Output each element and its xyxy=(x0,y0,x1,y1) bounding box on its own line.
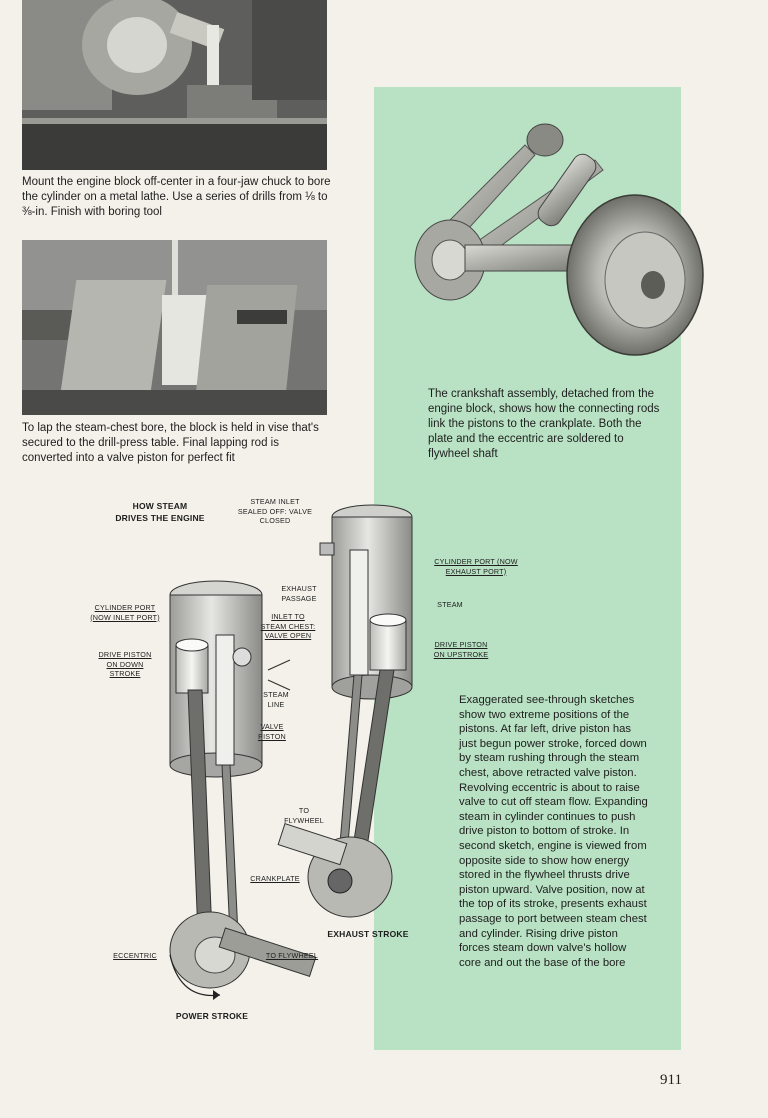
crankshaft-assembly-illustration xyxy=(405,115,705,390)
label-inlet-to-steam-chest: INLET TO STEAM CHEST: VALVE OPEN xyxy=(260,612,316,640)
label-crankplate: CRANKPLATE xyxy=(250,874,300,883)
body-text: Exaggerated see-through sketches show two extreme positions of the pistons. At far left, drive piston has just begun power stroke, forced down by steam rushing through the steam chest, above retracted valve piston. Revolving eccentric is about to raise valve to cut off steam flow. Expanding steam in cylinder continues to push drive piston to bottom of stroke. In second sketch, engine is viewed from opposite side to show how energy stored in the flywheel thrusts drive piston upward. Valve position, now at the top of its stroke, presents exhaust passage to port between steam chest and cylinder. Rising drive piston forces steam down valve's hollow core and out the base of the bore xyxy=(459,694,648,969)
crankshaft-caption: The crankshaft assembly, detached from the engine block, shows how the connecting rods link the pistons to the crankplate. Both the plate and the eccentric are soldered to flywheel shaft xyxy=(428,388,660,460)
label-to-flywheel-1: TO FLYWHEEL xyxy=(284,806,324,825)
label-steam-inlet: STEAM INLET SEALED OFF: VALVE CLOSED xyxy=(237,497,313,525)
label-exhaust-stroke: EXHAUST STROKE xyxy=(327,929,409,939)
label-drive-piston-up: DRIVE PISTON ON UPSTROKE xyxy=(433,640,489,659)
label-steam: STEAM xyxy=(437,600,463,609)
crankshaft-caption-block xyxy=(428,387,668,462)
label-eccentric: ECCENTRIC xyxy=(113,951,157,960)
lathe-caption: Mount the engine block off-center in a four-jaw chuck to bore the cylinder on a metal lathe. Use a series of drills from ⅛ to ⅜-in. Finish with boring tool xyxy=(22,176,331,218)
label-to-flywheel-2: TO FLYWHEEL xyxy=(265,951,319,960)
label-exhaust-passage: EXHAUST PASSAGE xyxy=(281,584,317,603)
vise-photo xyxy=(22,240,327,415)
vise-caption: To lap the steam-chest bore, the block is held in vise that's secured to the drill-press table. Final lapping rod is converted into a valve piston for perfect fit xyxy=(22,422,319,464)
label-power-stroke: POWER STROKE xyxy=(175,1011,249,1021)
diagram-title: HOW STEAM DRIVES THE ENGINE xyxy=(115,501,205,523)
lathe-photo xyxy=(22,0,327,170)
label-drive-piston-down: DRIVE PISTON ON DOWN STROKE xyxy=(98,650,152,678)
vise-caption-block xyxy=(22,421,332,466)
label-valve-piston: VALVE PISTON xyxy=(258,722,286,741)
label-cylinder-port-exhaust: CYLINDER PORT (NOW EXHAUST PORT) xyxy=(434,557,518,576)
lathe-caption-block xyxy=(22,175,332,220)
label-cylinder-port-inlet: CYLINDER PORT (NOW INLET PORT) xyxy=(90,603,160,622)
label-steam-line: STEAM LINE xyxy=(263,690,289,709)
page-number: 911 xyxy=(660,1072,682,1088)
